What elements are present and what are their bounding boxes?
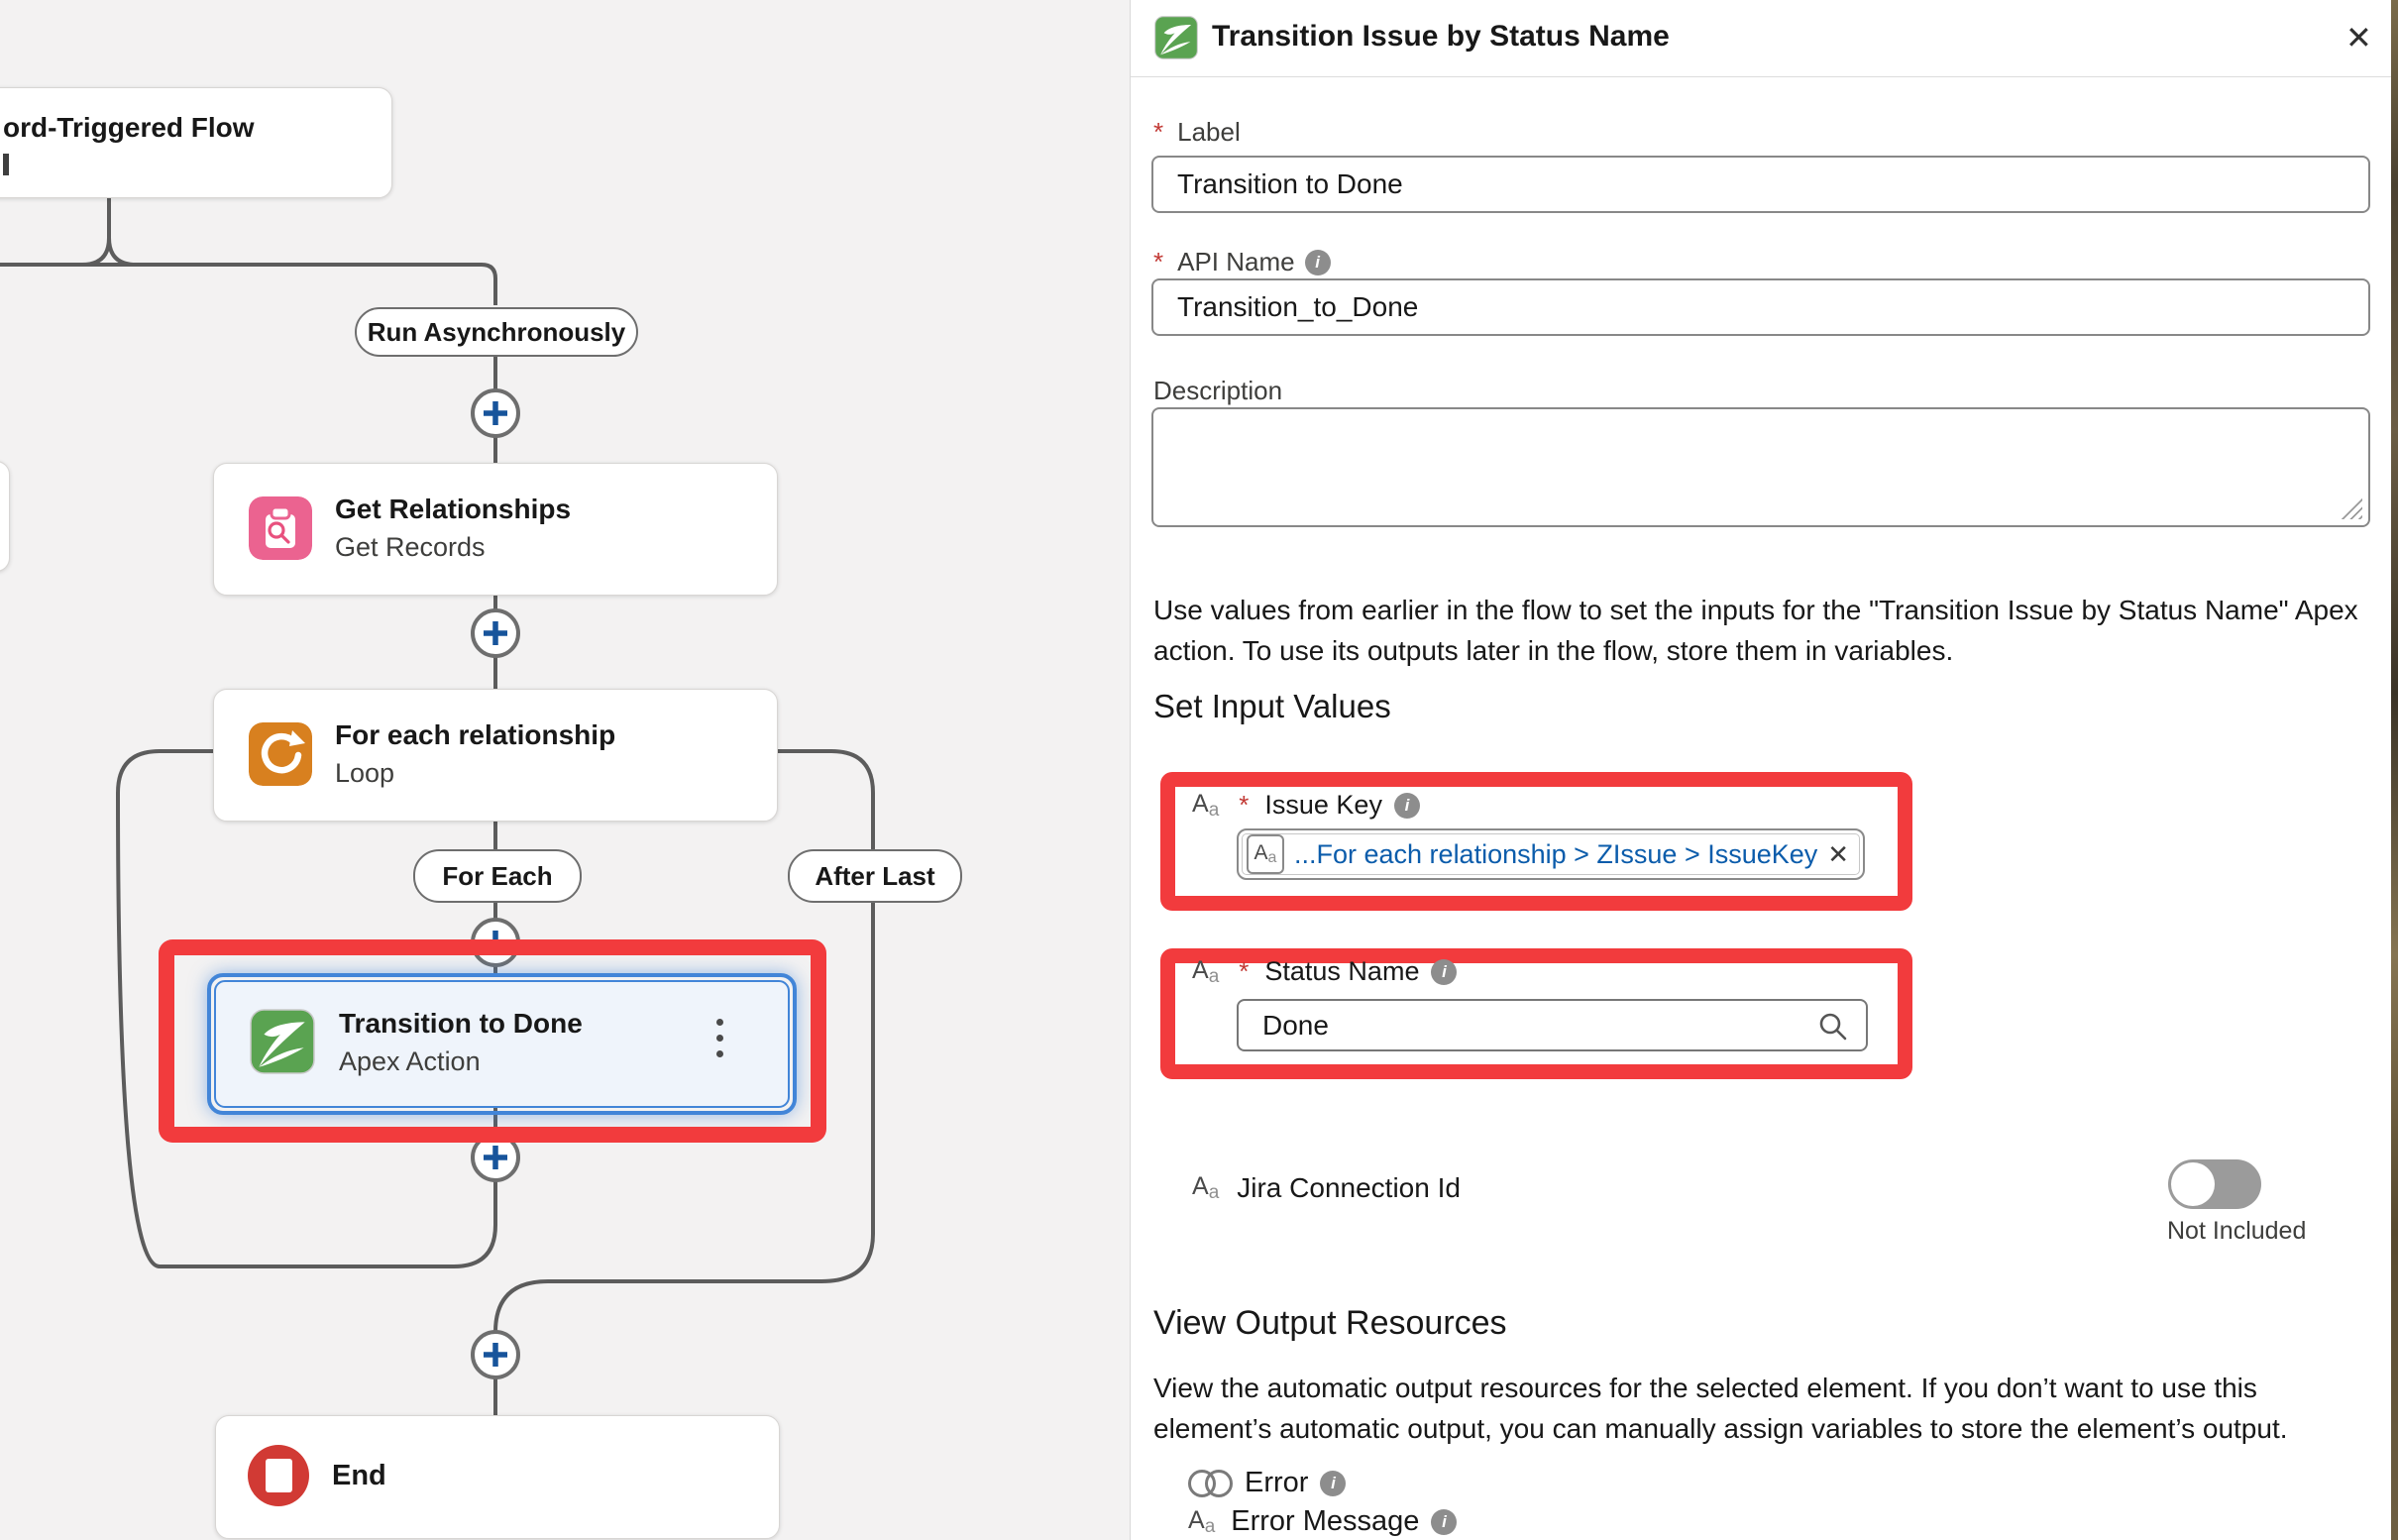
required-marker: * — [1239, 956, 1250, 986]
add-element-button[interactable] — [473, 610, 518, 656]
description-textarea[interactable] — [1151, 407, 2370, 527]
connector-trigger-fillet-left — [82, 238, 109, 265]
view-output-resources-heading: View Output Resources — [1153, 1304, 1507, 1342]
label-input[interactable] — [1151, 156, 2370, 213]
close-icon[interactable]: ✕ — [2345, 20, 2372, 55]
search-icon[interactable] — [1818, 1012, 1848, 1042]
label-field-label: * Label — [1153, 117, 1241, 147]
output-resources-description: View the automatic output resources for the selected element. If you don’t want to use this element’s automatic output, you can manually assign variables to store the element’s output. — [1153, 1373, 2288, 1444]
end-icon — [247, 1444, 310, 1507]
set-input-values-heading: Set Input Values — [1153, 688, 1391, 724]
api-name-input[interactable] — [1151, 278, 2370, 336]
panel-title: Transition Issue by Status Name — [1212, 20, 1670, 53]
node-title: Get Relationships — [335, 494, 572, 524]
get-relationships-node[interactable] — [213, 463, 778, 596]
info-icon[interactable]: i — [1394, 793, 1420, 819]
remove-value-icon[interactable]: ✕ — [1827, 838, 1849, 869]
text-type-icon: A a — [1247, 834, 1284, 874]
node-subtitle: Loop — [335, 758, 395, 788]
add-element-button[interactable] — [473, 1332, 518, 1377]
description-field-label: Description — [1153, 376, 1283, 405]
node-title: End — [332, 1460, 386, 1491]
text-type-icon: A a — [1192, 1172, 1220, 1203]
record-triggered-flow-node[interactable] — [0, 87, 392, 198]
issue-key-value-pill[interactable] — [1237, 828, 1865, 880]
node-title: For each relationship — [335, 719, 616, 750]
jira-connection-id-label: A a Jira Connection Id — [1192, 1172, 1461, 1203]
panel-intro-text: Use values from earlier in the flow to set the inputs for the "Transition Issue by Status Name" Apex action. To use its outputs later in the flow, store them in variables. — [1153, 595, 2358, 666]
apex-action-config-panel — [1130, 0, 2392, 1540]
toggle-knob — [2171, 1162, 2215, 1206]
trigger-node-title: ord-Triggered Flow — [3, 112, 255, 143]
text-type-icon: A a — [1192, 789, 1220, 821]
text-type-icon: A a — [1188, 1505, 1216, 1537]
text-type-icon: A a — [1192, 955, 1220, 987]
node-subtitle: Apex Action — [339, 1046, 481, 1076]
loop-icon — [249, 722, 312, 786]
info-icon[interactable]: i — [1320, 1471, 1346, 1496]
merge-field-reference[interactable]: ...For each relationship > ZIssue > IssueKey — [1294, 838, 1818, 869]
required-marker: * — [1153, 247, 1164, 276]
toggle-state-label: Not Included — [2167, 1217, 2307, 1245]
panel-zissue-icon — [1154, 16, 1198, 59]
for-each-branch-label[interactable]: For Each — [413, 849, 582, 903]
connector-trigger-fillet-right — [109, 238, 136, 265]
get-records-icon — [249, 496, 312, 560]
error-output-row: Error i — [1188, 1467, 1346, 1499]
after-last-branch-label[interactable]: After Last — [788, 849, 962, 903]
desktop-background-sliver — [2391, 0, 2398, 1540]
run-asynchronously-path-label[interactable]: Run Asynchronously — [355, 307, 638, 357]
for-each-relationship-loop-node[interactable] — [213, 689, 778, 822]
node-title: Transition to Done — [339, 1008, 583, 1039]
status-name-field-label: A a * Status Name i — [1192, 956, 1457, 987]
info-icon[interactable]: i — [1305, 250, 1331, 275]
required-marker: * — [1153, 117, 1164, 147]
connector-trigger-branch — [0, 265, 495, 305]
resize-grip-icon[interactable] — [2341, 497, 2362, 519]
info-icon[interactable]: i — [1431, 959, 1457, 985]
flow-canvas[interactable] — [0, 0, 1130, 1540]
add-element-button[interactable] — [473, 390, 518, 436]
annotation-box-apex-node — [159, 939, 826, 1143]
info-icon[interactable]: i — [1431, 1509, 1457, 1535]
offscreen-node-sliver[interactable] — [0, 461, 10, 572]
issue-key-field-label: A a * Issue Key i — [1192, 790, 1420, 821]
trigger-node-text-fragment — [3, 154, 9, 175]
include-toggle[interactable] — [2168, 1159, 2261, 1209]
end-node[interactable] — [215, 1415, 780, 1539]
error-message-output-row: A a Error Message i — [1188, 1505, 1457, 1538]
node-subtitle: Get Records — [335, 532, 486, 562]
api-name-field-label: * API Name i — [1153, 247, 1331, 277]
status-name-search-input[interactable] — [1237, 999, 1868, 1051]
boolean-type-icon — [1188, 1470, 1233, 1497]
required-marker: * — [1239, 790, 1250, 820]
